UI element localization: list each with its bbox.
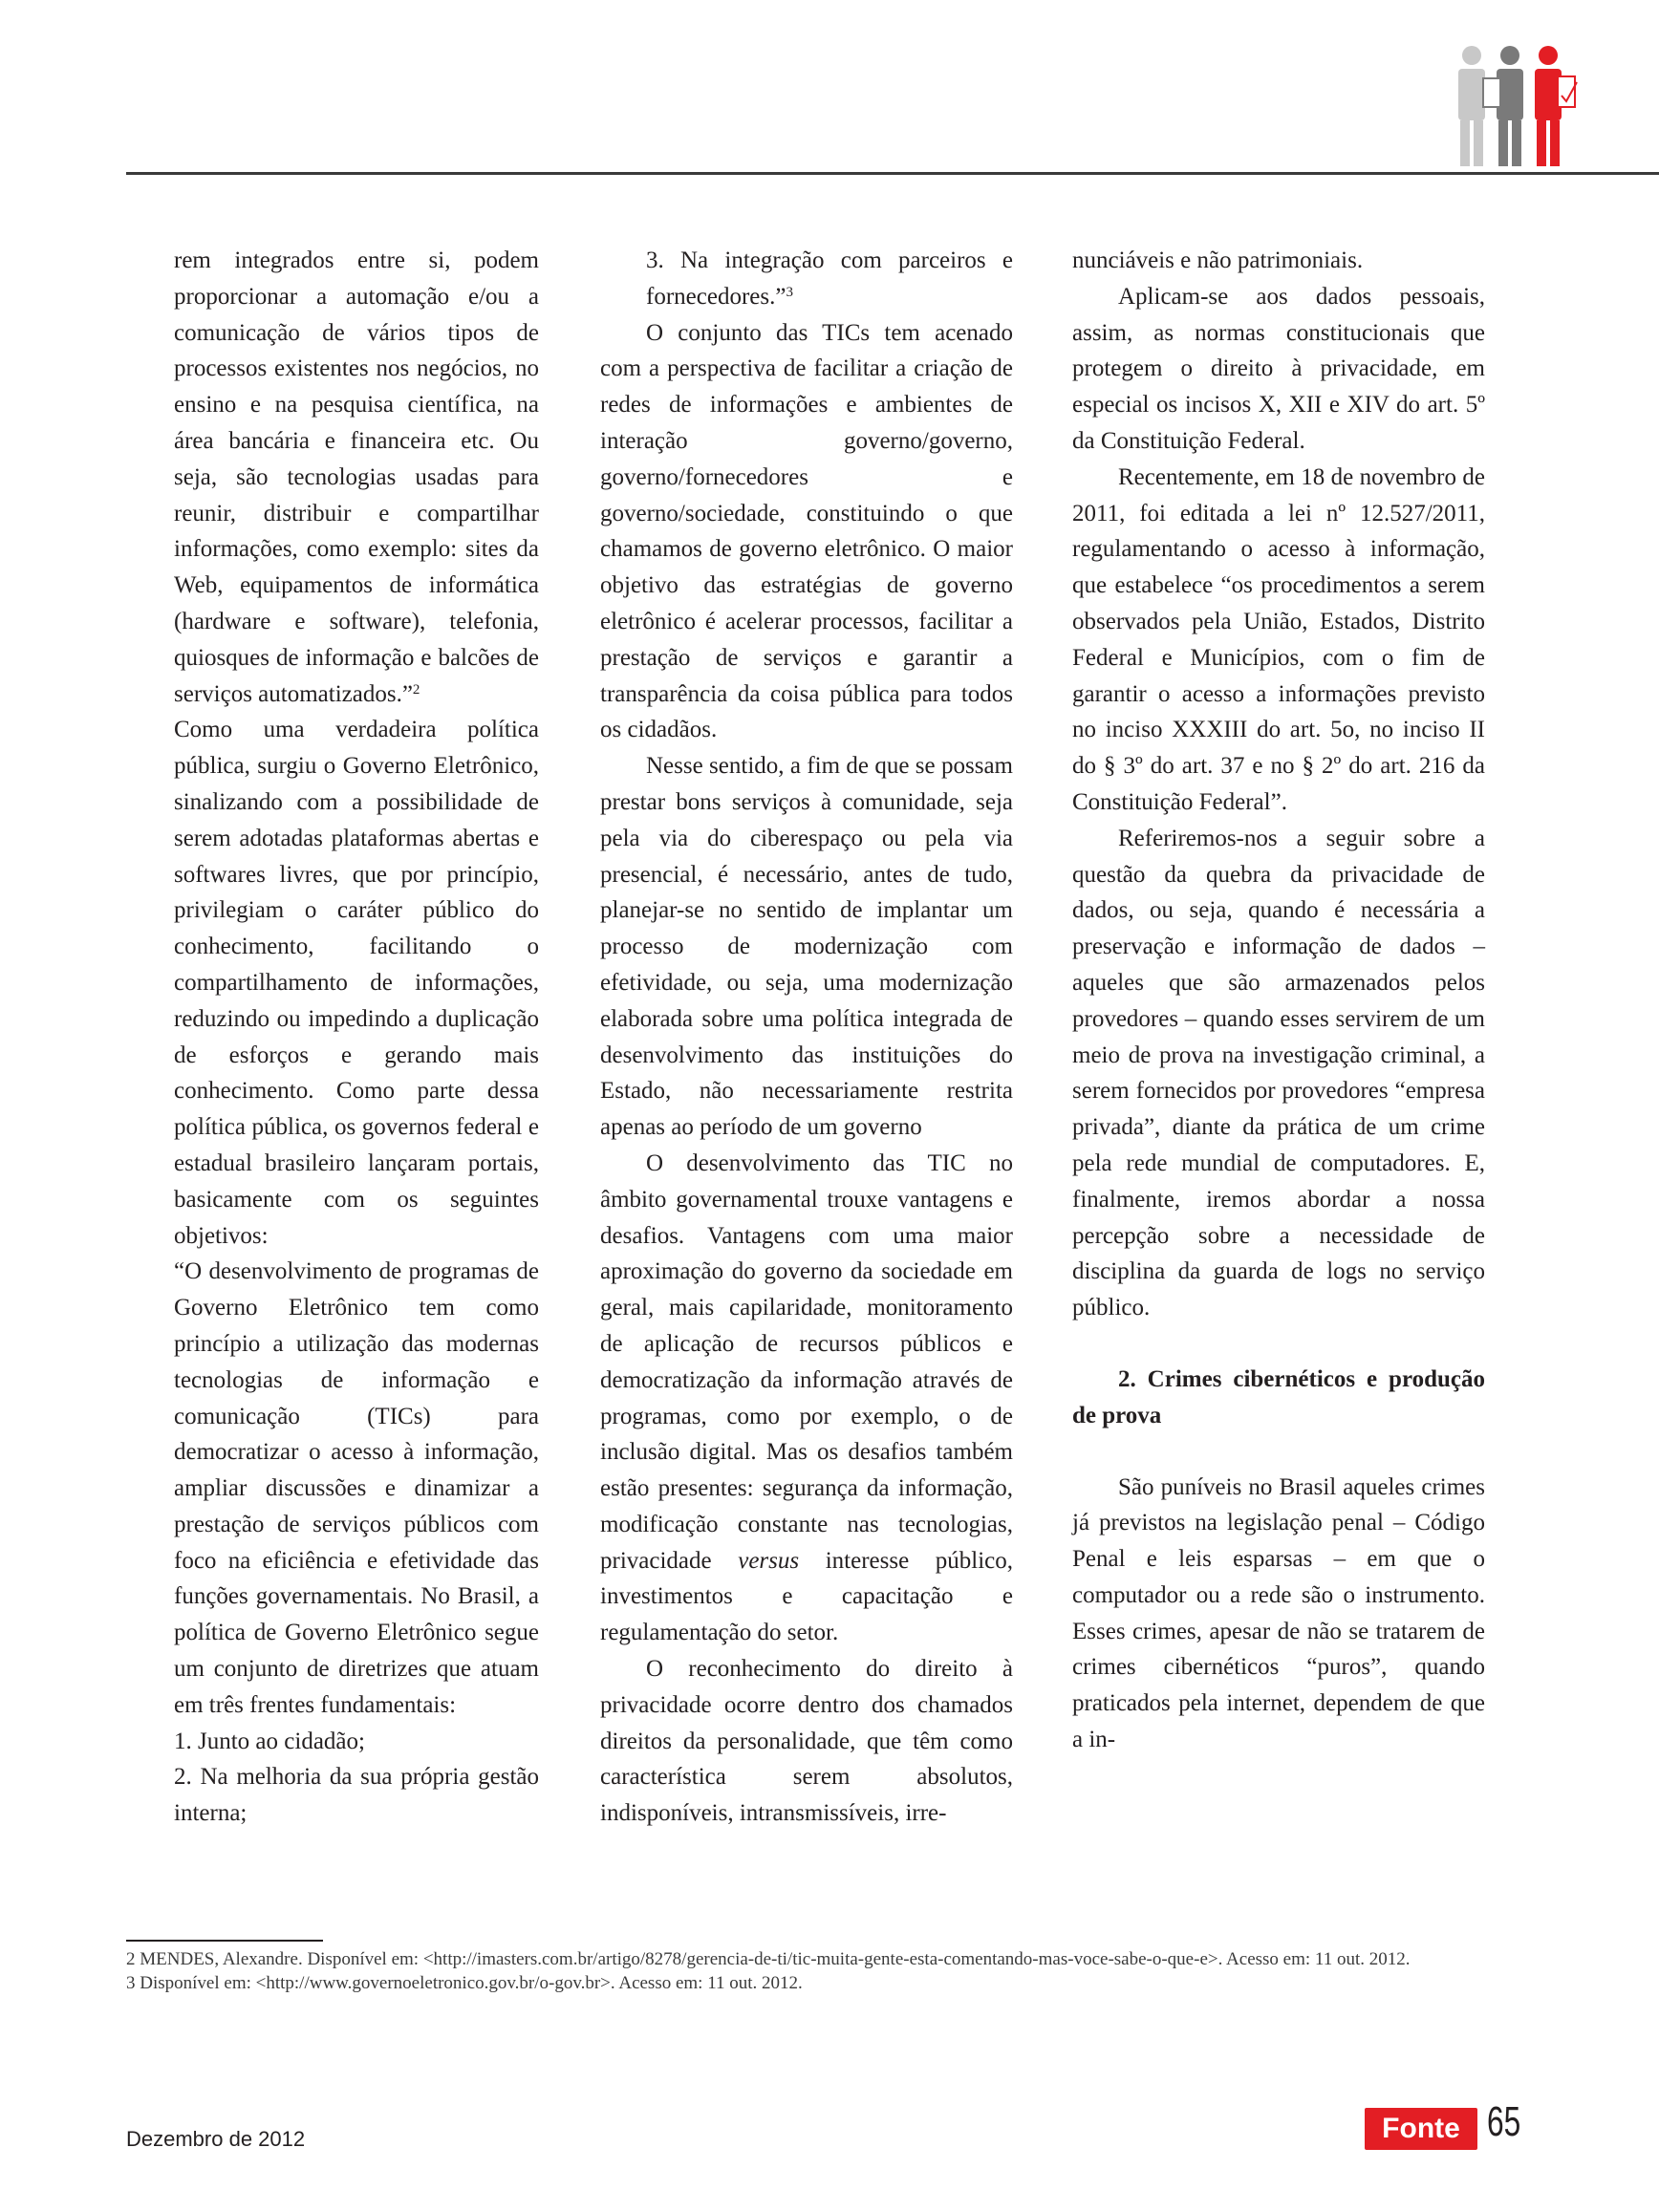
paragraph: O desenvolvimento das TIC no âmbito governamental trouxe vantagens e desafios. Vantagens com uma maior aproximação do governo da sociedade em geral, mais capilaridade, monitoramento de aplicação de recursos públicos e democratização da informação através de programas, como por exemplo, o de inclusão digital. Mas os desafios também estão presentes: segurança da informação, modificação constante nas tecnologias, privacidade versus interesse público, investimentos e capacitação e regulamentação do setor.	[600, 1149, 1014, 1646]
section-heading: 2. Crimes cibernéticos e produção de prova	[1072, 1365, 1485, 1428]
paragraph: nunciáveis e não patrimoniais.	[1072, 247, 1364, 273]
paragraph: O reconhecimento do direito à privacidade ocorre dentro dos chamados direitos da personalidade, que têm como característica serem absolutos, indisponíveis, intransmissíveis, irre-	[600, 1656, 1013, 1827]
footer-date: Dezembro de 2012	[126, 2127, 306, 2151]
paragraph: São puníveis no Brasil aqueles crimes já previstos na legislação penal – Código Penal e leis esparsas – em que o computador ou a rede são o instrumento. Esses crimes, apesar de não se tratarem de crimes cibernéticos “puros”, quando praticados pela internet, dependem de que a in-	[1072, 1473, 1485, 1753]
people-logo-icon	[1451, 44, 1584, 168]
page-number: 65	[1487, 2098, 1521, 2145]
column-3	[1072, 243, 1485, 1758]
footnote-3: 3 Disponível em: <http://www.governoeletronico.gov.br/o-gov.br>. Acesso em: 11 out. 2012.	[126, 1973, 803, 1993]
list-item: 3. Na integração com parceiros e fornecedores.”$^3$	[646, 247, 1013, 310]
paragraph: Aplicam-se aos dados pessoais, assim, as normas constitucionais que protegem o direito à privacidade, em especial os incisos X, XII e XIV do art. 5º da Constituição Federal.	[1072, 283, 1485, 454]
footnotes	[126, 1947, 1474, 1995]
paragraph: Referiremos-nos a seguir sobre a questão da quebra da privacidade de dados, ou seja, quando é necessária a preservação e informação de dados – aqueles que são armazenados pelos provedores – quando esses servirem de um meio de prova na investigação criminal, a serem fornecidos por provedores “empresa privada”, diante da prática de um crime pela rede mundial de computadores. E, finalmente, iremos abordar a nossa percepção sobre a necessidade de disciplina da guarda de logs no serviço público.	[1072, 825, 1485, 1321]
list-item: 1. Junto ao cidadão;	[174, 1728, 365, 1754]
footnote-2: 2 MENDES, Alexandre. Disponível em: <http://imasters.com.br/artigo/8278/gerencia-de-ti/tic-muita-gente-esta-comentando-mas-voce-sabe-o-que-e>. Acesso em: 11 out. 2012.	[126, 1949, 1411, 1969]
paragraph: rem integrados entre si, podem proporcionar a automação e/ou a comunicação de vários tipos de processos existentes nos negócios, no ensino e na pesquisa científica, na área bancária e financeira etc. Ou seja, são tecnologias usadas para reunir, distribuir e compartilhar informações, como exemplo: sites da Web, equipamentos de informática (hardware e software), telefonia, quiosques de informação e balcões de serviços automatizados.”$^2$	[174, 247, 539, 707]
column-1	[126, 243, 539, 1832]
list-item: 2. Na melhoria da sua própria gestão interna;	[174, 1764, 539, 1827]
paragraph: O conjunto das TICs tem acenado com a perspectiva de facilitar a criação de redes de informações e ambientes de interação governo/governo, governo/fornecedores e governo/sociedade, constituindo o que chamamos de governo eletrônico. O maior objetivo das estratégias de governo eletrônico é acelerar processos, facilitar a prestação de serviços e garantir a transparência da coisa pública para todos os cidadãos.	[600, 319, 1013, 743]
magazine-logo: Fonte	[1365, 2108, 1477, 2150]
paragraph: Como uma verdadeira política pública, surgiu o Governo Eletrônico, sinalizando com a possibilidade de serem adotadas plataformas abertas e softwares livres, que por princípio, privilegiam o caráter público do conhecimento, facilitando o compartilhamento de informações, reduzindo ou impedindo a duplicação de esforços e gerando mais conhecimento. Como parte dessa política pública, os governos federal e estadual brasileiro lançaram portais, basicamente com os seguintes objetivos:	[174, 717, 539, 1249]
column-2	[600, 243, 1013, 1832]
header-rule	[126, 172, 1659, 175]
block-quote: “O desenvolvimento de programas de Governo Eletrônico tem como princípio a utilização das modernas tecnologias de informação e comunicação (TICs) para democratizar o acesso à informação, ampliar discussões e dinamizar a prestação de serviços públicos com foco na eficiência e efetividade das funções governamentais. No Brasil, a política de Governo Eletrônico segue um conjunto de diretrizes que atuam em três frentes fundamentais:	[174, 1258, 539, 1718]
footnote-rule	[126, 1940, 323, 1942]
paragraph: Recentemente, em 18 de novembro de 2011, foi editada a lei nº 12.527/2011, regulamentando o acesso à informação, que estabelece “os procedimentos a serem observados pela União, Estados, Distrito Federal e Municípios, com o fim de garantir o acesso a informações previsto no inciso XXXIII do art. 5o, no inciso II do § 3º do art. 37 e no § 2º do art. 216 da Constituição Federal”.	[1072, 463, 1485, 815]
paragraph: Nesse sentido, a fim de que se possam prestar bons serviços à comunidade, seja pela via do ciberespaço ou pela via presencial, é necessário, antes de tudo, planejar-se no sentido de implantar um processo de modernização com efetividade, ou seja, uma modernização elaborada sobre uma política integrada de desenvolvimento das instituições do Estado, não necessariamente restrita apenas ao período de um governo	[600, 753, 1013, 1141]
